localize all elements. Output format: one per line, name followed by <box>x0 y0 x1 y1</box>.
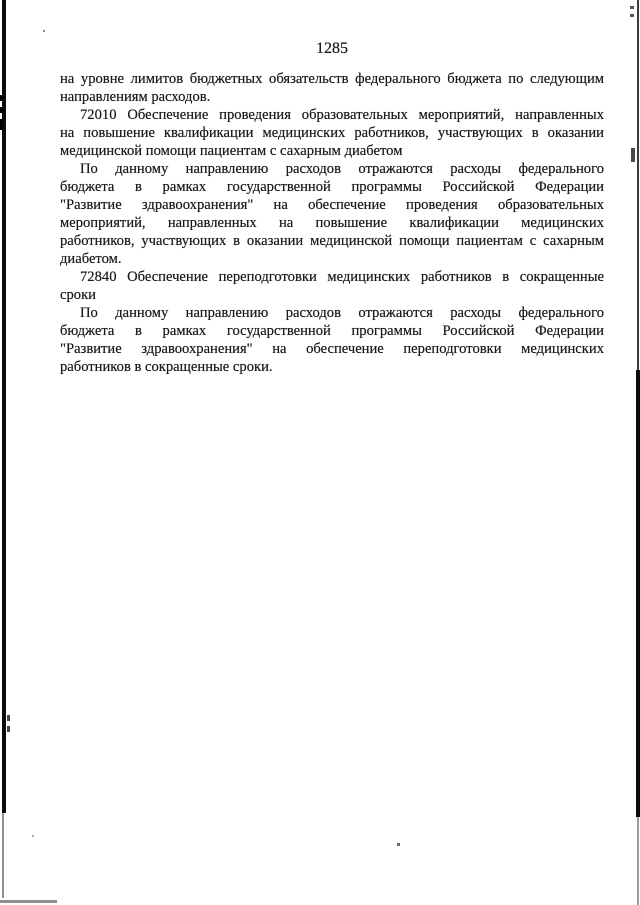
text-line: направлениям расходов. <box>60 89 211 105</box>
scan-edge-left-notch <box>0 95 3 101</box>
scan-edge-left-notch <box>0 107 3 113</box>
page-number: 1285 <box>316 40 348 57</box>
text-line: мероприятий, направленных на повышение квалификации медицинских <box>60 215 604 231</box>
scan-edge-right-tick <box>631 148 635 162</box>
text-line: диабетом. <box>60 251 122 267</box>
text-line: По данному направлению расходов отражаются расходы федерального <box>80 305 604 321</box>
text-line: на повышение квалификации медицинских работников, участвующих в оказании <box>60 125 604 141</box>
document-body <box>60 70 604 376</box>
text-line: работников, участвующих в оказании медицинской помощи пациентам с сахарным <box>60 233 604 249</box>
scan-edge-right-tick <box>630 6 634 9</box>
text-line: 72840 Обеспечение переподготовки медицинских работников в сокращенные <box>80 269 604 285</box>
scan-speck <box>43 30 45 32</box>
text-line: бюджета в рамках государственной программы Российской Федерации <box>60 323 604 339</box>
text-line: сроки <box>60 287 96 303</box>
text-line: работников в сокращенные сроки. <box>60 359 273 375</box>
scan-edge-right-tick <box>630 14 634 17</box>
scan-speck <box>32 835 34 837</box>
scan-edge-left-notch <box>7 715 10 721</box>
scan-edge-right-bottom <box>637 817 639 905</box>
scan-edge-right-top <box>637 0 639 370</box>
scan-edge-left-notch <box>0 119 3 130</box>
text-line: "Развитие здравоохранения" на обеспечение проведения образовательных <box>60 197 604 213</box>
text-line: По данному направлению расходов отражаются расходы федерального <box>80 161 604 177</box>
text-line: на уровне лимитов бюджетных обязательств федерального бюджета по следующим <box>60 71 604 87</box>
scan-edge-left-lower <box>2 813 4 898</box>
scan-edge-right-bar <box>636 370 640 817</box>
text-line: 72010 Обеспечение проведения образовательных мероприятий, направленных <box>80 107 604 123</box>
text-line: медицинской помощи пациентам с сахарным диабетом <box>60 143 403 159</box>
text-line: "Развитие здравоохранения" на обеспечение переподготовки медицинских <box>60 341 604 357</box>
text-line: бюджета в рамках государственной программы Российской Федерации <box>60 179 604 195</box>
scan-edge-left-notch <box>7 726 10 732</box>
scan-bottom-left-line <box>0 900 57 903</box>
scan-speck <box>397 843 400 846</box>
